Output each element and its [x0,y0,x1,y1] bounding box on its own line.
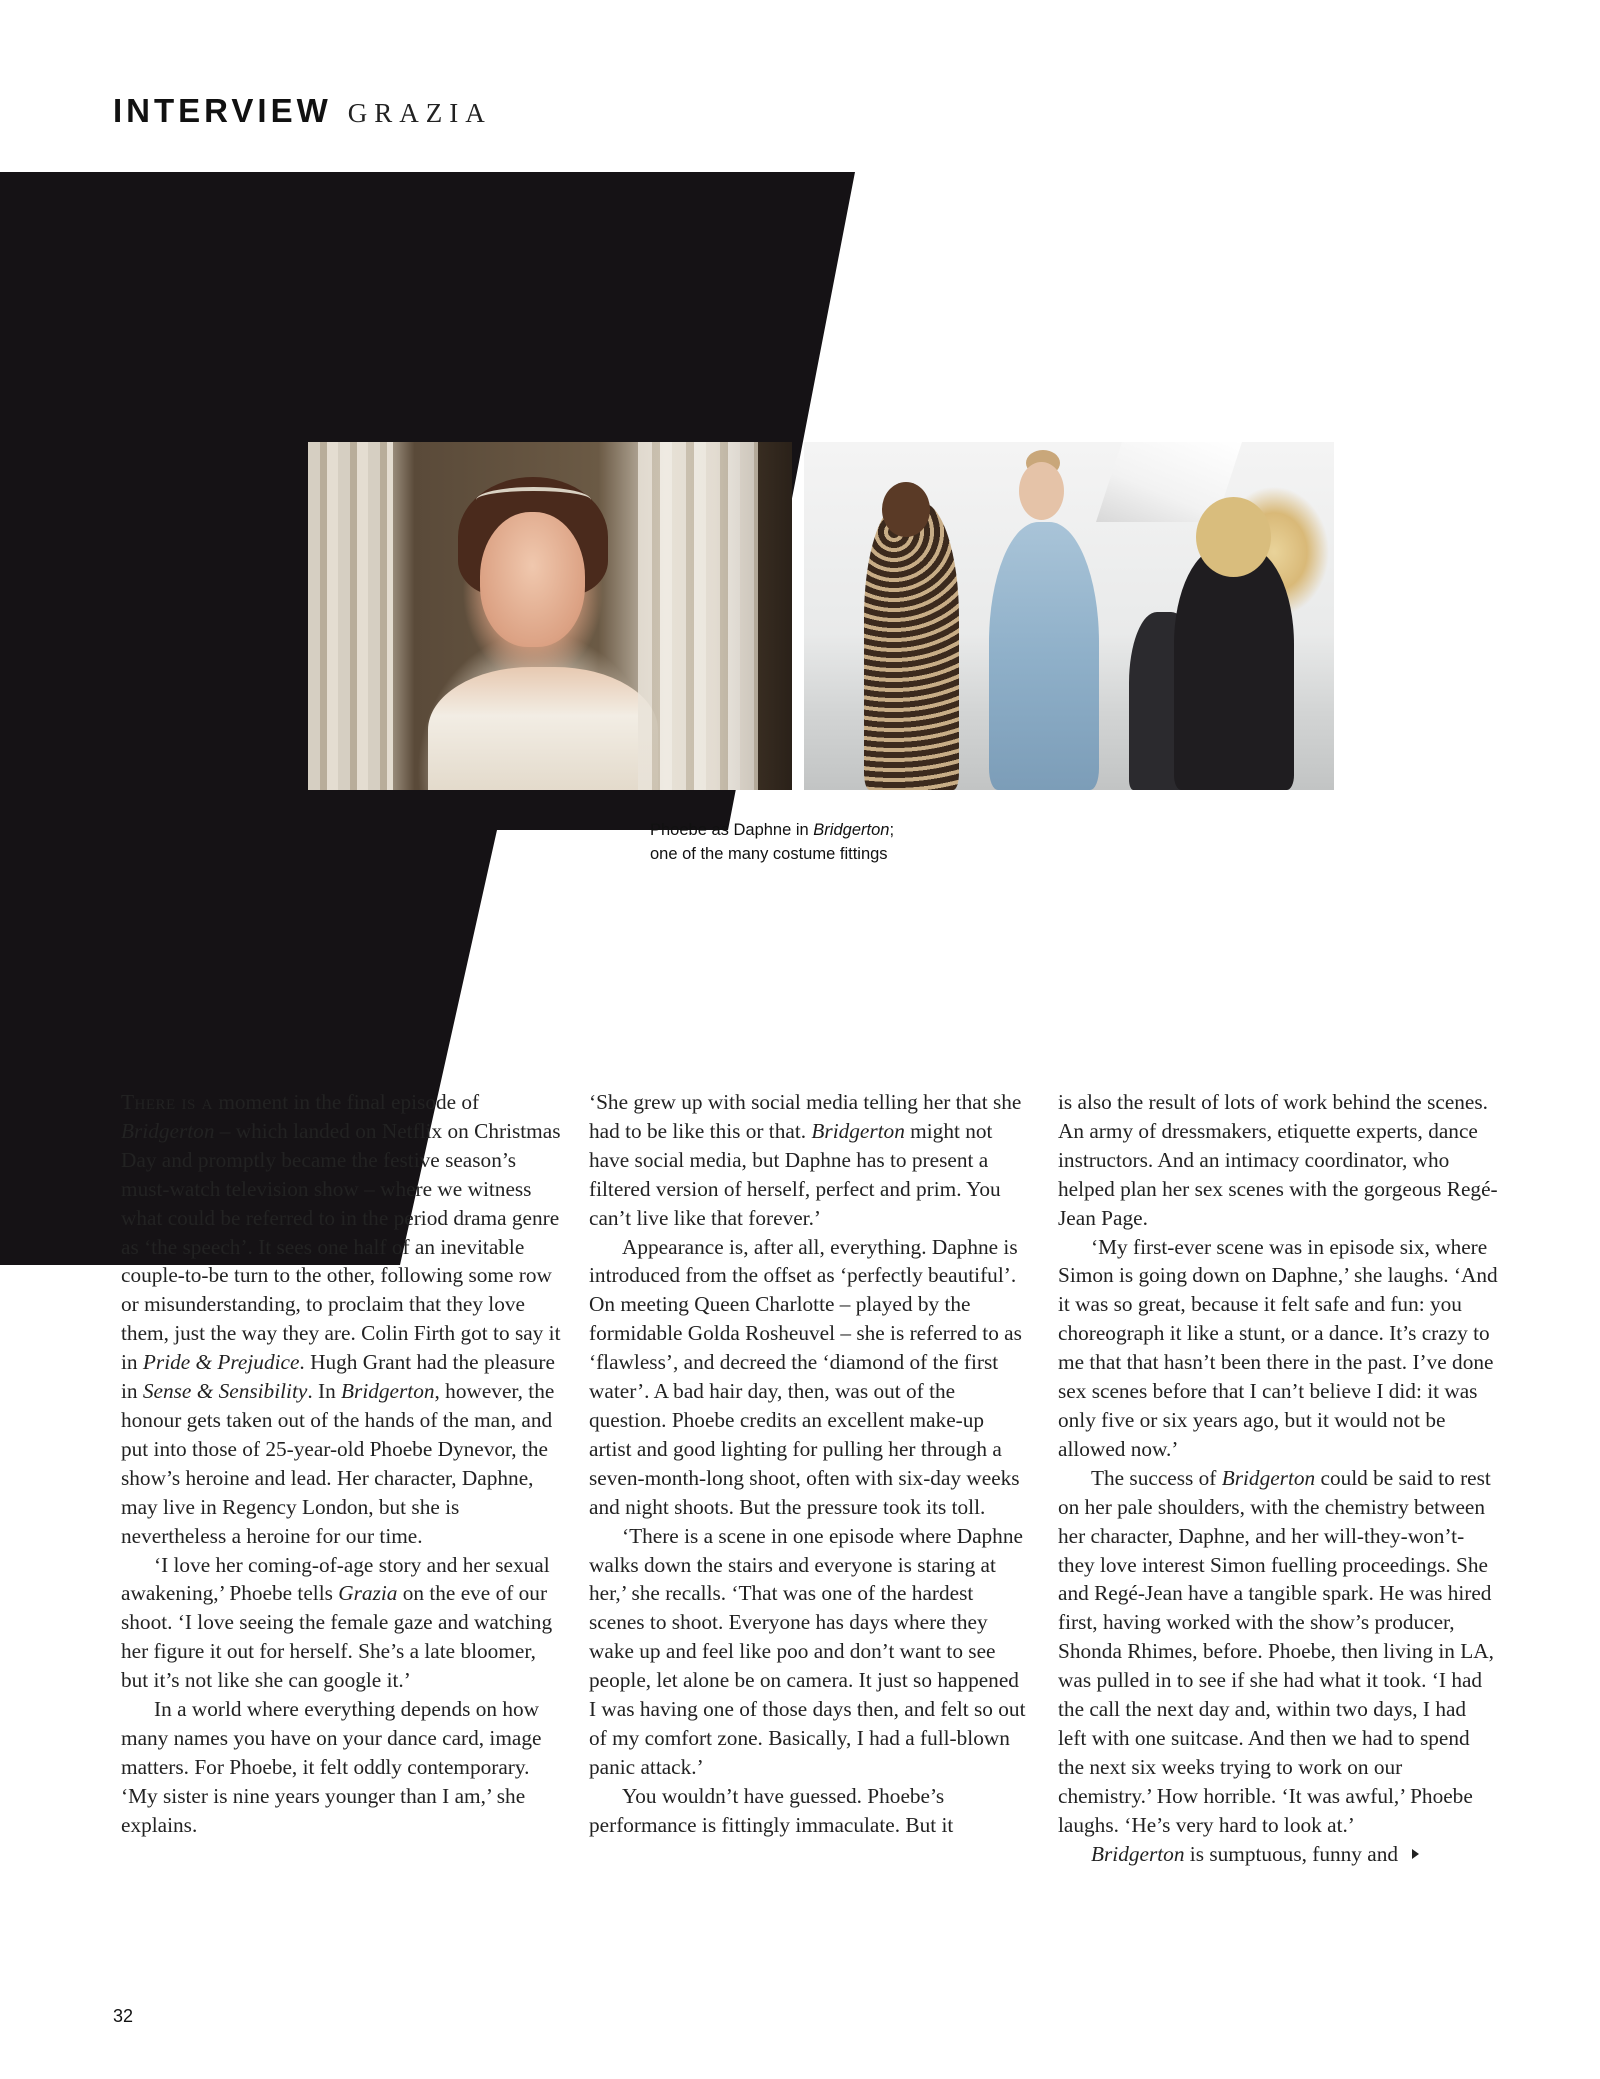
magazine-title: Grazia [338,1581,398,1606]
show-title: Bridgerton [1091,1841,1185,1866]
photo-dressmaker-right [1174,547,1294,790]
paragraph [121,1088,561,1551]
photo-costume-fitting [804,442,1334,790]
photo-dressmaker-left [864,502,959,790]
photo-curtain-right [638,442,758,790]
text: . In [307,1379,342,1404]
caption-line-2: one of the many costume fittings [650,845,888,863]
paragraph [121,1551,561,1696]
text: ‘She grew up with social media telling her that she had to be like this or that. [589,1090,1022,1143]
photo-daphne-carriage [308,442,792,790]
paragraph: is also the result of lots of work behind the scenes. An army of dressmakers, etiquette experts, dance instructors. And an intimacy coordinator, who helped plan her sex scenes with the gorgeous Regé-Jean Page. [1058,1090,1498,1230]
article-column-1 [121,1088,561,1840]
paragraph: ‘My first-ever scene was in episode six, where Simon is going down on Daphne,’ she laughs. ‘And it was so great, because it felt safe and fun: you choreograph it like a stunt, or a dance. It’s crazy to me that that hasn’t been there in the past. I’ve done sex scenes before that I can’t believe I did: it was only five or six years ago, but it would not be allowed now.’ [1058,1234,1498,1461]
film-title: Sense & Sensibility [142,1379,308,1404]
article-column-2 [589,1088,1029,1840]
article-column-3 [1058,1088,1498,1868]
section-title: INTERVIEW [113,92,332,129]
photo-tiara [476,487,591,513]
text: . Hugh Grant had the pleasure in [121,1350,555,1404]
continue-arrow-icon [1412,1849,1419,1859]
text: might not have social media, but Daphne has to present a filtered version of herself, perfect and prim. You can’t live like that forever.’ [589,1118,1001,1230]
paragraph [1058,1464,1498,1840]
paragraph: You wouldn’t have guessed. Phoebe’s performance is fittingly immaculate. But it [589,1783,954,1837]
magazine-brand: GRAZIA [347,98,492,128]
paragraph [589,1088,1029,1233]
show-title: Bridgerton [121,1118,215,1143]
photo-face [480,512,585,647]
text: The success of [1091,1465,1222,1490]
text: ‘I love her coming-of-age story and her sexual awakening,’ Phoebe tells [121,1552,550,1606]
paragraph: ‘There is a scene in one episode where Daphne walks down the stairs and everyone is staring at her,’ she recalls. ‘That was one of the hardest scenes to shoot. Everyone has days where they wake up and feel like poo and don’t want to see people, let alone be on camera. It just so happened I was having one of those days then, and felt so out of my comfort zone. Basically, I had a full-blown panic attack.’ [589,1523,1026,1779]
photo-gown [428,667,658,790]
lead-in: There is a [121,1090,213,1114]
photo-blue-dress [989,522,1099,790]
paragraph [1058,1840,1498,1869]
photo-caption [650,818,1070,866]
page-number: 32 [113,2006,134,2026]
paragraph: In a world where everything depends on how many names you have on your dance card, image matters. For Phoebe, it felt oddly contemporary. ‘My sister is nine years younger than I am,’ she explains. [121,1697,542,1837]
text: on the eve of our shoot. ‘I love seeing the female gaze and watching her figure it out for herself. She’s a late bloomer, but it’s not like she can google it.’ [121,1581,553,1693]
text: moment in the final episode of [213,1090,480,1114]
text: , however, the honour gets taken out of the hands of the man, and put into those of 25-year-old Phoebe Dynevor, the show’s heroine and lead. Her character, Daphne, may live in Regency London, but she is nevertheless a heroine for our time. [121,1379,555,1548]
photo-dressmaker-right-head [1196,497,1271,577]
caption-show-title: Bridgerton [813,821,890,839]
film-title: Pride & Prejudice [142,1350,300,1375]
paragraph: Appearance is, after all, everything. Daphne is introduced from the offset as ‘perfectly beautiful’. On meeting Queen Charlotte – played by the formidable Golda Rosheuvel – she is referred to as ‘flawless’, and decreed the ‘diamond of the first water’. A bad hair day, then, was out of the question. Phoebe credits an excellent make-up artist and good lighting for pulling her through a seven-month-long shoot, often with six-day weeks and night shoots. But the pressure took its toll. [589,1234,1022,1519]
photo-actress-head [1019,462,1064,520]
caption-text: Phoebe as Daphne in [650,821,814,839]
text: – which landed on Netflix on Christmas Day and promptly became the festive season’s must-watch television show – where we witness what could be referred to in the period drama genre as ‘the speech’. It sees one half of an inevitable couple-to-be turn to the other, following some row or misunderstanding, to proclaim that they love them, just the way they are. Colin Firth got to say it in [121,1118,561,1375]
show-title: Bridgerton [811,1118,905,1143]
photo-curtain-left [308,442,393,790]
caption-line-1 [650,818,1070,842]
text: could be said to rest on her pale shoulders, with the chemistry between her character, Daphne, and her will-they-won’t-they love interest Simon fuelling proceedings. She and Regé-Jean have a tangible spark. He was hired first, having worked with the show’s producer, Shonda Rhimes, before. Phoebe, then living in LA, was pulled in to see if she had what it took. ‘I had the call the next day and, within two days, I had left with one suitcase. And then we had to spend the next six weeks trying to work on our chemistry.’ How horrible. ‘It was awful,’ Phoebe laughs. ‘He’s very hard to look at.’ [1058,1465,1494,1837]
show-title: Bridgerton [341,1379,435,1404]
text: is sumptuous, funny and [1184,1841,1399,1866]
show-title: Bridgerton [1221,1465,1316,1490]
caption-text: ; [889,821,895,839]
photo-dressmaker-left-head [882,482,930,537]
